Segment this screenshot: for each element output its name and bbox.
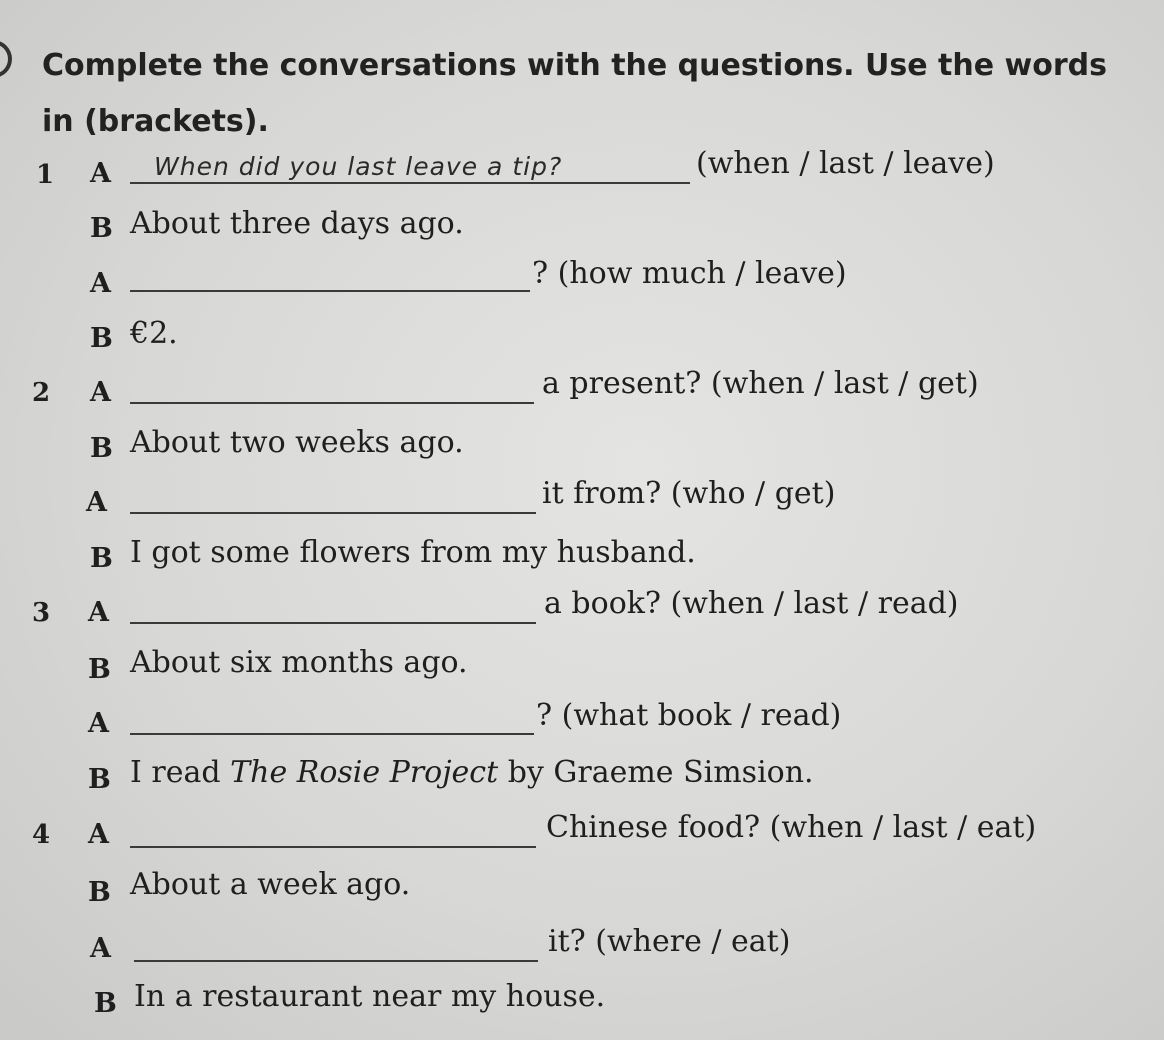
speaker-label: B: [94, 988, 117, 1019]
speaker-label: A: [88, 819, 109, 850]
response-text-before: I read: [130, 755, 231, 790]
response-text-after: by Graeme Simsion.: [498, 755, 814, 790]
speaker-label: B: [90, 323, 113, 354]
speaker-label: A: [90, 268, 111, 299]
response-text: About six months ago.: [130, 645, 468, 680]
answer-blank[interactable]: [130, 182, 690, 184]
answer-blank[interactable]: [130, 733, 534, 735]
speaker-label: B: [90, 433, 113, 464]
response-text: About two weeks ago.: [130, 425, 464, 460]
answer-blank[interactable]: [130, 512, 536, 514]
speaker-label: B: [90, 543, 113, 574]
prompt-text: Chinese food? (when / last / eat): [546, 810, 1037, 845]
prompt-text: ? (what book / read): [536, 698, 842, 733]
answer-blank[interactable]: [130, 290, 530, 292]
exercise-bullet-marker: [0, 40, 12, 78]
handwritten-answer: When did you last leave a tip?: [154, 152, 563, 181]
prompt-text: a book? (when / last / read): [544, 586, 959, 621]
prompt-text: (when / last / leave): [696, 146, 995, 181]
exercise-number: 4: [32, 820, 51, 850]
answer-blank[interactable]: [130, 846, 536, 848]
prompt-text: ? (how much / leave): [532, 256, 847, 291]
speaker-label: B: [88, 764, 111, 795]
answer-blank[interactable]: [134, 960, 538, 962]
speaker-label: A: [90, 158, 111, 189]
speaker-label: A: [86, 487, 107, 518]
speaker-label: A: [88, 597, 109, 628]
exercise-number: 1: [36, 160, 55, 190]
answer-blank[interactable]: [130, 622, 536, 624]
prompt-text: it from? (who / get): [542, 476, 836, 511]
exercise-number: 2: [32, 378, 51, 408]
speaker-label: B: [88, 877, 111, 908]
response-text: [130, 755, 814, 790]
instruction-text: Complete the conversations with the questions. Use the words in (brackets).: [42, 48, 1107, 139]
speaker-label: B: [88, 654, 111, 685]
speaker-label: A: [90, 377, 111, 408]
response-text: About a week ago.: [130, 867, 411, 902]
response-text: €2.: [130, 316, 178, 351]
answer-blank[interactable]: [130, 402, 534, 404]
response-text: About three days ago.: [130, 206, 464, 241]
speaker-label: A: [88, 708, 109, 739]
book-title: The Rosie Project: [230, 755, 499, 790]
exercise-number: 3: [32, 598, 51, 628]
prompt-text: it? (where / eat): [548, 924, 791, 959]
speaker-label: B: [90, 213, 113, 244]
response-text: In a restaurant near my house.: [134, 979, 606, 1014]
prompt-text: a present? (when / last / get): [542, 366, 979, 401]
speaker-label: A: [90, 933, 111, 964]
response-text: I got some flowers from my husband.: [130, 535, 696, 570]
